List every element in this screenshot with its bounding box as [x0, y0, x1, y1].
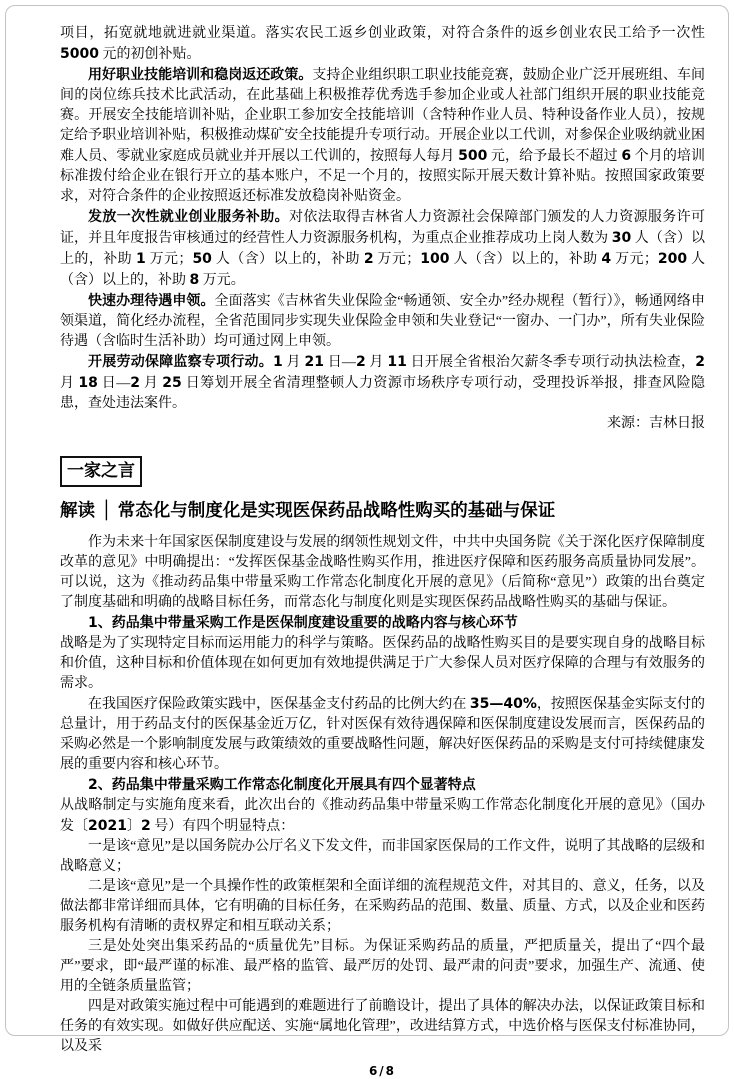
text-run: 号）有四个明显特点：	[150, 819, 295, 834]
text-run: 200	[657, 251, 688, 267]
body-paragraph	[60, 937, 705, 997]
text-run: 来源：吉林日报	[607, 416, 705, 431]
text-run: 30	[611, 230, 632, 246]
body-paragraph	[60, 24, 705, 65]
text-run: 35—40%	[469, 696, 537, 712]
text-run: 人（含）以上的，补助	[211, 252, 364, 267]
text-run: 月	[365, 355, 388, 370]
body-paragraph	[60, 533, 705, 613]
paragraph-lead-in: 开展劳动保障监察专项行动。	[88, 354, 274, 370]
text-run: 人（含）以上的，补助	[60, 231, 705, 267]
text-run: 对依法取得吉林省人力资源社会保障部门颁发的人力资源服务许可证，并且年度报告审核通过的经营性人力资源服务机构，为重点企业推荐成功上岗人数为	[60, 210, 705, 246]
text-run: 月	[60, 376, 79, 391]
text-run: 万元。	[199, 273, 245, 288]
text-run: 21	[304, 354, 324, 370]
text-run: 日—	[323, 355, 356, 370]
text-run: 100	[420, 251, 450, 267]
text-run: 1	[273, 354, 283, 370]
text-run: 一是该“意见”是以国务院办公厅名义下发文件，而非国家医保局的工作文件，说明了其战略的层级和战略意义；	[60, 839, 705, 874]
text-run: 1、药品集中带量采购工作是医保制度建设重要的战略内容与核心环节	[88, 615, 518, 631]
body-paragraph	[60, 291, 705, 352]
text-run: 2	[355, 354, 366, 370]
text-run: 从战略制定与实施角度来看，此次出台的《推动药品集中带量采购工作常态化制度化开展的意见》（国办发〔	[60, 798, 705, 834]
section-box-row	[60, 456, 705, 487]
text-run: 2	[363, 251, 374, 267]
body-paragraph	[60, 877, 705, 937]
document-body	[60, 24, 705, 1079]
text-run: 项目，拓宽就地就进就业渠道。落实农民工返乡创业政策，对符合条件的返乡创业农民工给予一次性	[60, 26, 705, 41]
text-run: 2021	[88, 818, 127, 834]
body-paragraph	[60, 65, 705, 207]
text-run: 月	[139, 376, 163, 391]
text-run: 5000	[60, 46, 99, 62]
text-run: 全面落实《吉林省失业保险金“畅通领、安全办”经办规程（暂行）》，畅通网络申领渠道，简化经办流程，全省范围同步实现失业保险金申领和失业登记“一窗办、一门办”，所有失业保险待遇（含临时生活补助）均可通过网上申领。	[60, 294, 705, 349]
text-run: 个月的培训标准拨付给企业在银行开立的基本账户，不足一个月的，按照实际开展天数计算补贴。按照国家政策要求，对符合条件的企业按照返还标准发放稳岗补贴资金。	[60, 149, 706, 204]
body-paragraph	[60, 352, 705, 414]
page-number: 6/8	[368, 1064, 397, 1078]
text-run: 作为未来十年国家医保制度建设与发展的纲领性规划文件，中共中央国务院《关于深化医疗保障制度改革的意见》中明确提出：“发挥医保基金战略性购买作用，推进医疗保障和医药服务高质量协同发展”。可以说，这为《推动药品集中带量采购工作常态化制度化开展的意见》（后简称“意见”）政策的出台奠定了制度基础和明确的战略目标任务，而常态化与制度化则是实现医保药品战略性购买的基础与保证。	[60, 535, 705, 610]
text-run: 18	[78, 375, 98, 391]
text-run: 2、药品集中带量采购工作常态化制度化开展具有四个显著特点	[88, 777, 476, 793]
paragraph-lead-in: 快速办理待遇申领。	[88, 293, 215, 309]
text-run: 二是该“意见”是一个具操作性的政策框架和全面详细的流程规范文件，对其目的、意义，任务，以及做法都非常详细而具体，它有明确的目标任务，在采购药品的范围、数量、质量、方式，以及企业和医药服务机构有清晰的责权界定和相互联动关系；	[60, 879, 705, 934]
text-run: 人（含）以上的，补助	[60, 252, 706, 288]
section-heading	[60, 775, 705, 796]
body-paragraph	[60, 796, 705, 837]
text-run: 2	[140, 818, 151, 834]
text-run: ，按照医保基金实际支付的总量计，用于药品支付的医保基金近万亿，针对医保有效待遇保障和医保制度建设发展而言，医保药品的采购必然是一个影响制度发展与政策绩效的重要战略性问题，解决好医保药品的采购是支付可持续健康发展的重要内容和核心环节。	[60, 697, 706, 772]
text-run: 支持企业组织职工职业技能竞赛，鼓励企业广泛开展班组、车间间的岗位练兵技术比武活动，在此基础上积极推荐优秀选手参加企业或人社部门组织开展的职业技能竞赛。开展安全技能培训补贴，企业职工参加安全技能培训（含特种作业人员、特种设备作业人员），按规定给予职业培训补贴，积极推动煤矿安全技能提升专项行动。开展企业以工代训，对参保企业吸纳就业困难人员、零就业家庭成员就业并开展以工代训的，按照每人每月	[60, 68, 706, 164]
text-run: 万元；	[145, 252, 193, 267]
text-run: 8	[189, 272, 200, 288]
body-paragraph	[60, 997, 705, 1057]
text-run: 25	[162, 375, 182, 391]
text-run: 元的初创补贴。	[98, 47, 201, 62]
text-run: 战略是为了实现特定目标而运用能力的科学与策略。医保药品的战略性购买目的是要实现自身的战略目标和价值，这种目标和价值体现在如何更加有效地提供满足于广大参保人员对医疗保障的合理与有效服务的需求。	[60, 636, 705, 691]
text-run: 2	[130, 375, 140, 391]
section-heading	[60, 613, 705, 634]
text-run: 人（含）以上的，补助	[449, 252, 602, 267]
body-paragraph	[60, 837, 705, 877]
source-line	[60, 414, 705, 434]
text-run: 四是对政策实施过程中可能遇到的难题进行了前瞻设计，提出了具体的解决办法，以保证政策目标和任务的有效实现。如做好供应配送、实施“属地化管理”，改进结算方式，中选价格与医保支付标准协同，以及采	[60, 999, 705, 1054]
paragraph-lead-in: 用好职业技能培训和稳岗返还政策。	[88, 67, 313, 83]
paragraph-lead-in: 发放一次性就业创业服务补助。	[88, 209, 289, 225]
section-box-label: 一家之言	[60, 456, 142, 487]
text-run: 万元；	[611, 252, 658, 267]
text-run: 500	[458, 148, 488, 164]
text-run: 日—	[97, 376, 131, 391]
text-run: 万元；	[373, 252, 421, 267]
text-run: 4	[601, 251, 612, 267]
text-run: 11	[387, 354, 407, 370]
text-run: 50	[192, 251, 212, 267]
body-paragraph	[60, 207, 705, 291]
text-run: 三是处处突出集采药品的“质量优先”目标。为保证采购药品的质量，严把质量关，提出了“四个最严”要求，即“最严谨的标准、最严格的监管、最严厉的处罚、最严肃的问责”要求，加强生产、流通、使用的全链条质量监管；	[60, 939, 705, 994]
body-paragraph	[60, 634, 705, 694]
text-run: 2	[695, 354, 706, 370]
text-run: 6	[621, 148, 632, 164]
text-run: 元，给予最长不超过	[487, 149, 622, 164]
text-run: 在我国医疗保险政策实践中，医保基金支付药品的比例大约在	[88, 697, 470, 712]
article-title: 解读 │ 常态化与制度化是实现医保药品战略性购买的基础与保证	[60, 501, 556, 521]
text-run: 月	[282, 355, 305, 370]
text-run: 日筹划开展全省清理整顿人力资源市场秩序专项行动，受理投诉举报，排查风险隐患，查处违法案件。	[60, 376, 706, 411]
text-run: 1	[135, 251, 146, 267]
body-paragraph	[60, 694, 705, 775]
text-run: 日开展全省根治欠薪冬季专项行动执法检查，	[406, 355, 696, 370]
text-run: 〕	[126, 819, 141, 834]
